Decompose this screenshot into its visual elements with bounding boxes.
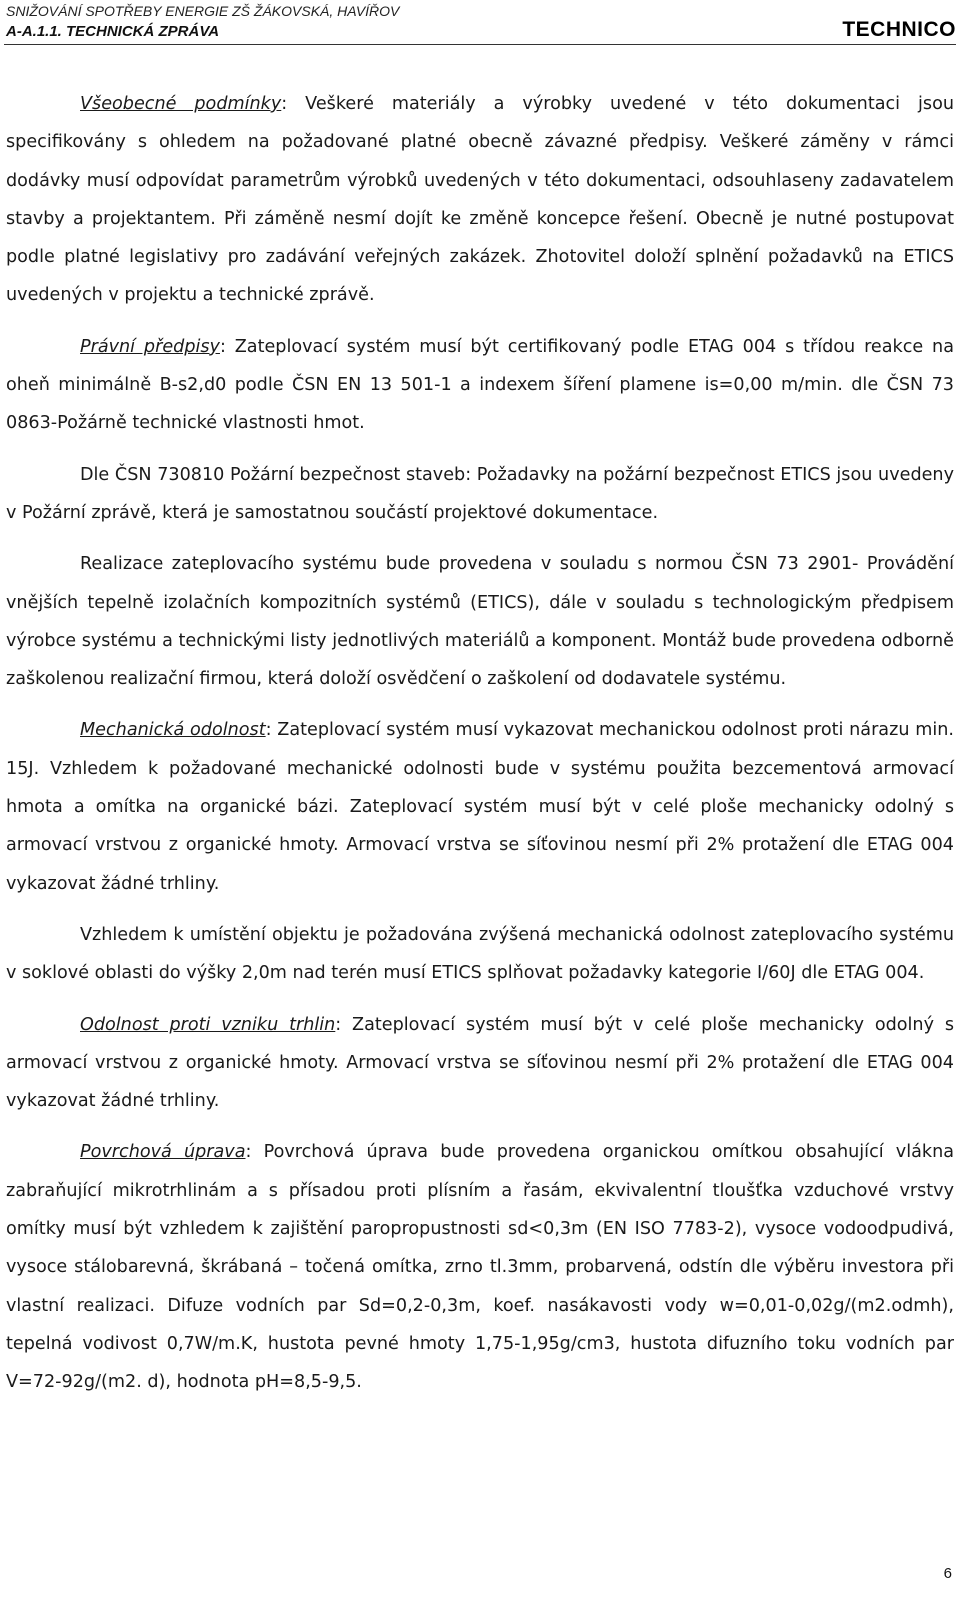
page-number: 6 bbox=[943, 1565, 952, 1582]
paragraph-text: : Zateplovací systém musí být certifikovaný podle ETAG 004 s třídou reakce na oheň minimálně B-s2,d0 podle ČSN EN 13 501-1 a indexem šíření plamene is=0,00 m/min. dle ČSN 73 0863-Požárně technické vlastnosti hmot. bbox=[6, 336, 954, 434]
paragraph-general-conditions bbox=[6, 85, 954, 315]
document-section-label: A-A.1.1. TECHNICKÁ ZPRÁVA bbox=[6, 23, 220, 40]
document-body bbox=[6, 85, 954, 1415]
document-header-title: SNIŽOVÁNÍ SPOTŘEBY ENERGIE ZŠ ŽÁKOVSKÁ, HAVÍŘOV bbox=[6, 3, 400, 19]
paragraph-text: : Veškeré materiály a výrobky uvedené v této dokumentaci jsou specifikovány s ohledem na požadované platné obecně závazné předpisy. Veškeré záměny v rámci dodávky musí odpovídat parametrům výrobků uvedených v této dokumentaci, odsouhlaseny zadavatelem stavby a projektantem. Při záměně nesmí dojít ke změně koncepce řešení. Obecně je nutné postupovat podle platné legislativy pro zadávání veřejných zakázek. Zhotovitel doloží splnění požadavků na ETICS uvedených v projektu a technické zprávě. bbox=[6, 94, 954, 306]
paragraph-heading: Odolnost proti vzniku trhlin bbox=[80, 1014, 336, 1035]
paragraph-heading: Všeobecné podmínky bbox=[80, 94, 282, 114]
header-divider bbox=[4, 44, 956, 45]
paragraph-mechanical-resistance bbox=[6, 711, 954, 902]
paragraph-crack-resistance bbox=[6, 1006, 954, 1121]
paragraph-heading: Právní předpisy bbox=[80, 336, 220, 357]
paragraph-text: Dle ČSN 730810 Požární bezpečnost staveb: Požadavky na požární bezpečnost ETICS jsou uvedeny v Požární zprávě, která je samostatnou součástí projektové dokumentace. bbox=[6, 464, 954, 523]
paragraph-heading: Povrchová úprava bbox=[80, 1142, 246, 1163]
paragraph-text: : Povrchová úprava bude provedena organickou omítkou obsahující vlákna zabraňující mikrotrhlinám a s přísadou proti plísním a řasám, ekvivalentní tloušťka vzduchové vrstvy omítky musí být vzhledem k zajištění paropropustnosti sd<0,3m (EN ISO 7783-2), vysoce vodoodpudivá, vysoce stálobarevná, škrábaná – točená omítka, zrno tl.3mm, probarvená, odstín dle výběru investora při vlastní realizaci. Difuze vodních par Sd=0,2-0,3m, koef. nasákavosti vody w=0,01-0,02g/(m2.odmh), tepelná vodivost 0,7W/m.K, hustota pevné hmoty 1,75-1,95g/cm3, hustota difuzního toku vodních par V=72-92g/(m2. d), hodnota pH=8,5-9,5. bbox=[6, 1142, 954, 1393]
paragraph-legal-regulations bbox=[6, 328, 954, 443]
paragraph-surface-finish bbox=[6, 1133, 954, 1401]
paragraph-text: : Zateplovací systém musí být v celé ploše mechanicky odolný s armovací vrstvou z organické hmoty. Armovací vrstva se síťovinou nesmí při 2% protažení dle ETAG 004 vykazovat žádné trhliny. bbox=[6, 1014, 954, 1112]
paragraph-text: Vzhledem k umístění objektu je požadována zvýšená mechanická odolnost zateplovacího systému v soklové oblasti do výšky 2,0m nad terén musí ETICS splňovat požadavky kategorie I/60J dle ETAG 004. bbox=[6, 924, 954, 984]
paragraph-realization bbox=[6, 545, 954, 698]
paragraph-text: Realizace zateplovacího systému bude provedena v souladu s normou ČSN 73 2901- Provádění vnějších tepelně izolačních kompozitních systémů (ETICS), dále v souladu s technologickým předpisem výrobce systému a technickými listy jednotlivých materiálů a komponent. Montáž bude provedena odborně zaškolenou realizační firmou, která doloží osvědčení o zaškolení od dodavatele systému. bbox=[6, 554, 954, 690]
paragraph-increased-resistance bbox=[6, 916, 954, 993]
paragraph-fire-safety bbox=[6, 456, 954, 533]
paragraph-text: : Zateplovací systém musí vykazovat mechanickou odolnost proti nárazu min. 15J. Vzhledem k požadované mechanické odolnosti bude v systému použita bezcementová armovací hmota a omítka na organické bázi. Zateplovací systém musí být v celé ploše mechanicky odolný s armovací vrstvou z organické hmoty. Armovací vrstva se síťovinou nesmí při 2% protažení dle ETAG 004 vykazovat žádné trhliny. bbox=[6, 720, 955, 894]
paragraph-heading: Mechanická odolnost bbox=[80, 720, 266, 741]
company-logo: TECHNICO bbox=[842, 18, 956, 41]
